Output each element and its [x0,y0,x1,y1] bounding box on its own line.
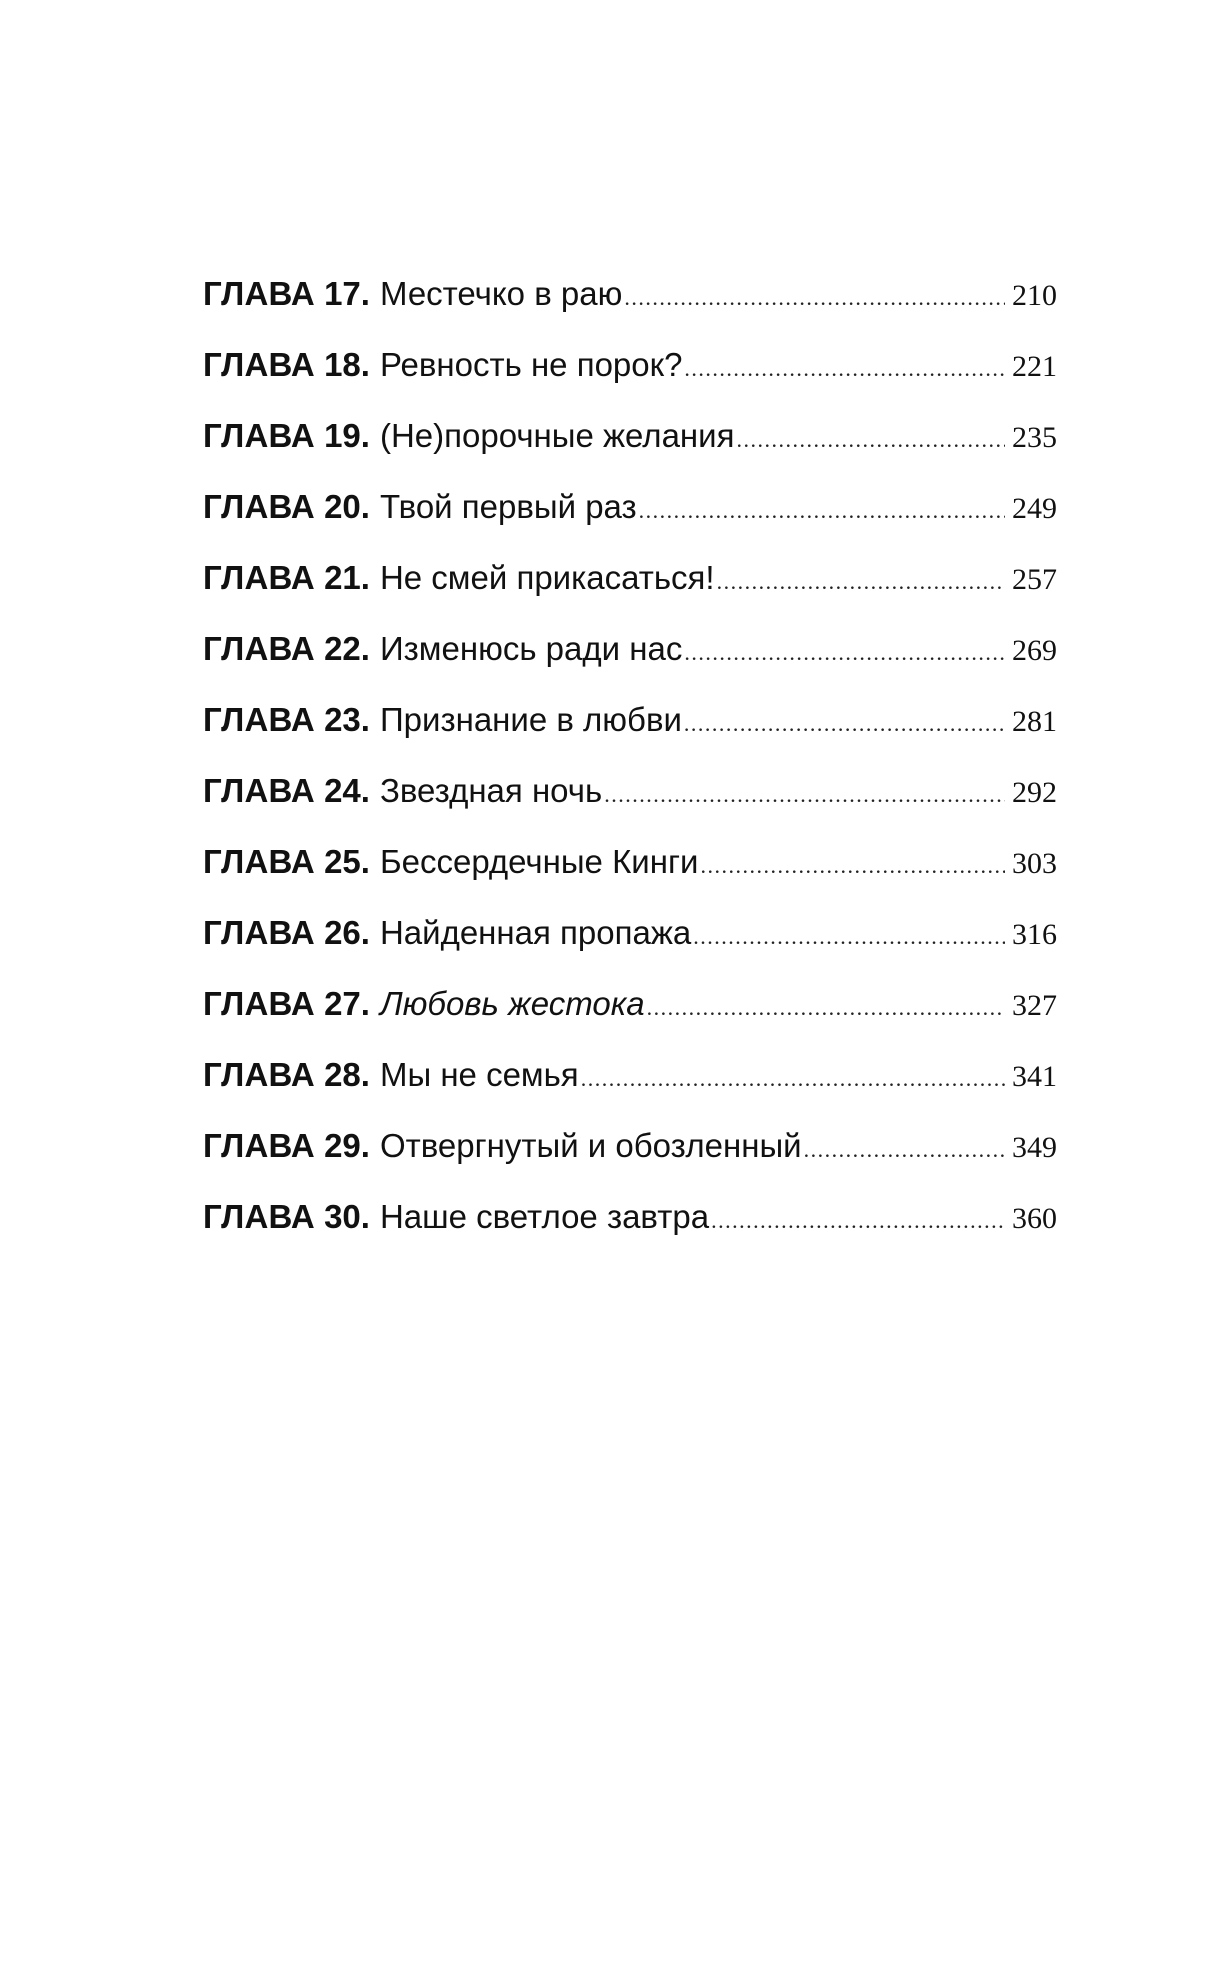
page-number: 292 [1012,776,1057,809]
toc-entry-18 [203,329,1057,400]
chapter-number: 19. [324,417,370,454]
chapter-title: Ревность не порок? [379,346,683,383]
chapter-label: ГЛАВА [203,559,315,596]
page-number: 303 [1012,847,1057,880]
dot-leader [604,759,1005,830]
chapter-label: ГЛАВА [203,843,315,880]
dot-leader [639,475,1005,546]
chapter-title: Признание в любви [379,701,682,738]
toc-entry-29 [203,1110,1057,1181]
page-number: 269 [1012,634,1057,667]
chapter-label: ГЛАВА [203,417,315,454]
chapter-number: 18. [324,346,370,383]
dot-leader [717,546,1005,617]
dot-leader [684,617,1005,688]
dot-leader [647,972,1005,1043]
chapter-label: ГЛАВА [203,772,315,809]
chapter-title: Наше светлое завтра [379,1198,710,1235]
chapter-title: Мы не семья [379,1056,579,1093]
chapter-label: ГЛАВА [203,1198,315,1235]
dot-leader [581,1043,1005,1114]
toc-entry-21 [203,542,1057,613]
page-number: 316 [1012,918,1057,951]
chapter-title: Изменюсь ради нас [379,630,683,667]
chapter-label: ГЛАВА [203,275,315,312]
page-number: 349 [1012,1131,1057,1164]
chapter-label: ГЛАВА [203,488,315,525]
page-number: 327 [1012,989,1057,1022]
chapter-number: 21. [324,559,370,596]
chapter-number: 29. [324,1127,370,1164]
dot-leader [693,901,1005,972]
chapter-number: 20. [324,488,370,525]
dot-leader [684,688,1005,759]
toc-entry-24 [203,755,1057,826]
chapter-label: ГЛАВА [203,1056,315,1093]
toc-entry-27 [203,968,1057,1039]
chapter-label: ГЛАВА [203,346,315,383]
page-number: 210 [1012,279,1057,312]
toc-entry-23 [203,684,1057,755]
chapter-title: Найденная пропажа [379,914,692,951]
chapter-label: ГЛАВА [203,630,315,667]
dot-leader [804,1114,1005,1185]
page-number: 221 [1012,350,1057,383]
page-number: 341 [1012,1060,1057,1093]
dot-leader [684,333,1005,404]
dot-leader [711,1185,1005,1256]
dot-leader [736,404,1005,475]
table-of-contents [203,258,1057,1252]
page-number: 281 [1012,705,1057,738]
chapter-title: Любовь жестока [379,985,645,1022]
chapter-title: Твой первый раз [379,488,637,525]
dot-leader [700,830,1005,901]
chapter-number: 25. [324,843,370,880]
chapter-number: 26. [324,914,370,951]
chapter-title: Местечко в раю [379,275,623,312]
toc-entry-20 [203,471,1057,542]
chapter-number: 17. [324,275,370,312]
chapter-number: 30. [324,1198,370,1235]
toc-entry-28 [203,1039,1057,1110]
chapter-number: 22. [324,630,370,667]
chapter-label: ГЛАВА [203,985,315,1022]
page-number: 235 [1012,421,1057,454]
chapter-label: ГЛАВА [203,1127,315,1164]
page-number: 249 [1012,492,1057,525]
toc-entry-25 [203,826,1057,897]
chapter-number: 24. [324,772,370,809]
toc-entry-30 [203,1181,1057,1252]
chapter-number: 28. [324,1056,370,1093]
chapter-title: Бессердечные Кинги [379,843,699,880]
chapter-label: ГЛАВА [203,701,315,738]
toc-entry-22 [203,613,1057,684]
page-number: 257 [1012,563,1057,596]
toc-entry-17 [203,258,1057,329]
toc-entry-26 [203,897,1057,968]
chapter-title: Отвергнутый и обозленный [379,1127,802,1164]
chapter-number: 27. [324,985,370,1022]
chapter-number: 23. [324,701,370,738]
toc-entry-19 [203,400,1057,471]
dot-leader [624,262,1005,333]
chapter-title: Звездная ночь [379,772,603,809]
page-number: 360 [1012,1202,1057,1235]
chapter-label: ГЛАВА [203,914,315,951]
chapter-title: (Не)порочные желания [379,417,735,454]
chapter-title: Не смей прикасаться! [379,559,715,596]
